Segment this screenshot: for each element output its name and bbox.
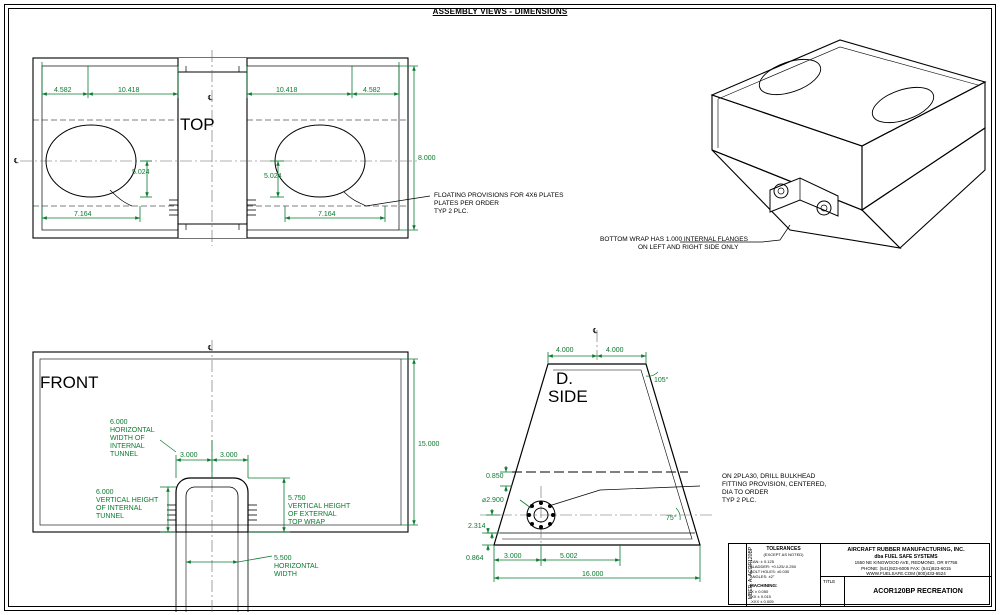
top-view-label: TOP bbox=[180, 115, 215, 134]
side-dim-3000: 3.000 bbox=[504, 553, 522, 560]
iso-note-line2: ON LEFT AND RIGHT SIDE ONLY bbox=[638, 244, 739, 251]
tolerances-subheader: (EXCEPT AS NOTED) bbox=[763, 552, 804, 558]
side-angle-75: 75° bbox=[666, 515, 677, 522]
side-note-line2: FITTING PROVISION, CENTERED, bbox=[722, 481, 827, 488]
front-label-topwrap-l3: OF EXTERNAL bbox=[288, 511, 337, 518]
side-dim-0864: 0.864 bbox=[466, 555, 484, 562]
tolerances-l4: ANGLES: ±2° bbox=[750, 574, 775, 580]
top-view-note-line1: FLOATING PROVISIONS FOR 4X6 PLATES bbox=[434, 192, 564, 199]
top-view bbox=[13, 50, 564, 246]
front-label-topwrap-l4: TOP WRAP bbox=[288, 519, 326, 526]
top-dim-8000: 8.000 bbox=[418, 155, 436, 162]
front-label-tunnel-height-l3: OF INTERNAL bbox=[96, 505, 143, 512]
side-view-label-line1: D. bbox=[556, 369, 573, 388]
side-dim-16000: 16.000 bbox=[582, 571, 604, 578]
tolerances-l1: CAN: ± 0.125 bbox=[750, 559, 774, 565]
top-dim-7164-right: 7.164 bbox=[318, 211, 336, 218]
top-dim-4582-right: 4.582 bbox=[363, 87, 381, 94]
front-dim-3000-left: 3.000 bbox=[180, 452, 198, 459]
side-dim-5002: 5.002 bbox=[560, 553, 578, 560]
front-label-tunnel-width-l2: HORIZONTAL bbox=[110, 427, 155, 434]
machining-l1: .X ± 0.050 bbox=[750, 588, 769, 594]
title-label: TITLE bbox=[823, 579, 836, 584]
machining-l3: .XXX ± 0.005 bbox=[750, 598, 774, 604]
front-dim-3000-right: 3.000 bbox=[220, 452, 238, 459]
company-web: WWW.FUELSAFE.COM (800)433-6524 bbox=[866, 571, 946, 577]
side-note-line1: ON 2PLA30, DRILL BULKHEAD bbox=[722, 473, 816, 480]
top-dim-7164-left: 7.164 bbox=[74, 211, 92, 218]
tolerances-header: TOLERANCES bbox=[766, 546, 801, 552]
top-view-note-line2: PLATES PER ORDER bbox=[434, 200, 499, 207]
tolerances-l3: BOLT HOLES: ±0.030 bbox=[750, 569, 790, 575]
company-name: AIRCRAFT RUBBER MANUFACTURING, INC. bbox=[847, 547, 965, 553]
top-dim-5024-right: 5.024 bbox=[264, 173, 282, 180]
side-dim-4000-left: 4.000 bbox=[556, 347, 574, 354]
side-dim-4000-right: 4.000 bbox=[606, 347, 624, 354]
svg-text:℄: ℄ bbox=[14, 158, 19, 165]
top-dim-5024-left: 5.024 bbox=[132, 169, 150, 176]
side-note-line4: TYP 2 PLC. bbox=[722, 497, 757, 504]
part-number-cell bbox=[729, 544, 754, 606]
side-angle-105: 105° bbox=[654, 377, 669, 384]
company-cell bbox=[821, 544, 991, 577]
front-label-tunnel-height-l1: 6.000 bbox=[96, 489, 114, 496]
svg-text:℄: ℄ bbox=[208, 95, 213, 102]
side-dim-2314: 2.314 bbox=[468, 523, 486, 530]
company-phone: PHONE: (541)923-6005 FAX: (541)923-6015 bbox=[861, 565, 951, 571]
drawing-title-cell bbox=[845, 577, 991, 606]
front-label-bottom-width-l3: WIDTH bbox=[274, 571, 297, 578]
top-dim-10418-left: 10.418 bbox=[118, 87, 140, 94]
front-label-tunnel-height-l2: VERTICAL HEIGHT bbox=[96, 497, 159, 504]
machining-header: MACHINING: bbox=[750, 583, 778, 589]
front-label-topwrap-l2: VERTICAL HEIGHT bbox=[288, 503, 351, 510]
front-label-tunnel-width-l3: WIDTH OF bbox=[110, 435, 145, 442]
svg-text:℄: ℄ bbox=[593, 328, 598, 335]
top-dim-10418-right: 10.418 bbox=[276, 87, 298, 94]
title-block bbox=[728, 543, 990, 605]
front-label-tunnel-height-l4: TUNNEL bbox=[96, 513, 125, 520]
iso-note-line1: BOTTOM WRAP HAS 1.000 INTERNAL FLANGES bbox=[600, 236, 748, 243]
machining-l2: .XX ± 0.015 bbox=[750, 593, 771, 599]
front-view-label: FRONT bbox=[40, 373, 99, 392]
svg-text:℄: ℄ bbox=[208, 345, 213, 352]
company-address: 1550 NE KINGWOOD AVE, REDMOND, OR 97756 bbox=[854, 560, 958, 566]
top-dim-4582-left: 4.582 bbox=[54, 87, 72, 94]
front-view bbox=[33, 340, 440, 615]
isometric-view bbox=[600, 40, 985, 251]
tolerances-cell bbox=[747, 544, 821, 606]
sheet-title: ASSEMBLY VIEWS - DIMENSIONS bbox=[432, 7, 568, 16]
company-dba: dba FUEL SAFE SYSTEMS bbox=[874, 553, 938, 560]
drawing-title: ACOR120BP RECREATION bbox=[873, 588, 963, 595]
side-note-line3: DIA TO ORDER bbox=[722, 489, 769, 496]
side-dim-dia-2900: ⌀2.900 bbox=[482, 497, 504, 504]
front-label-bottom-width-l2: HORIZONTAL bbox=[274, 563, 319, 570]
side-dim-0850: 0.850 bbox=[486, 473, 504, 480]
top-view-note-line3: TYP 2 PLC. bbox=[434, 208, 469, 215]
title-label-cell bbox=[821, 577, 845, 606]
front-dim-15000: 15.000 bbox=[418, 441, 440, 448]
part-number-label: MBER: A: ACOR120BP bbox=[748, 546, 754, 600]
front-label-bottom-width-l1: 5.500 bbox=[274, 555, 292, 562]
front-label-tunnel-width-l1: 6.000 bbox=[110, 419, 128, 426]
front-label-tunnel-width-l5: TUNNEL bbox=[110, 451, 139, 458]
front-label-tunnel-width-l4: INTERNAL bbox=[110, 443, 145, 450]
front-label-topwrap-l1: 5.750 bbox=[288, 495, 306, 502]
tolerances-l2: BLADDER: +0.125/-0.250 bbox=[750, 564, 796, 570]
side-view-label-line2: SIDE bbox=[548, 387, 588, 406]
